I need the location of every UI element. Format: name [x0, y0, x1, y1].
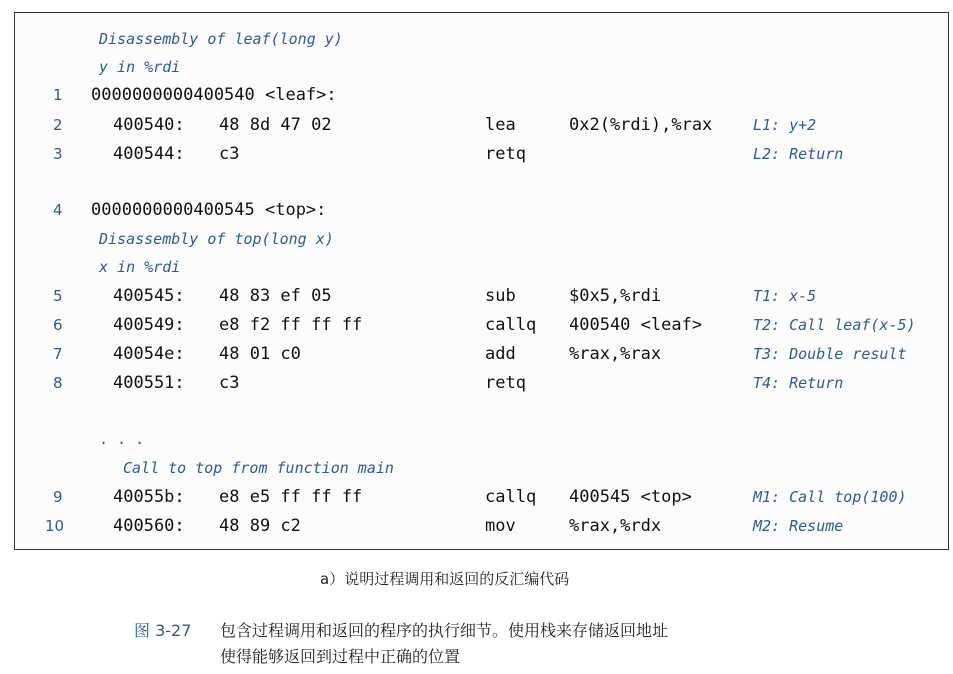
- comment-text: x in %rdi: [99, 258, 181, 276]
- figure-caption: [220, 618, 840, 670]
- operands: $0x5,%rdi: [569, 286, 662, 306]
- operands: 400545 <top>: [569, 487, 692, 507]
- operands: 400540 <leaf>: [569, 315, 703, 335]
- address: 400544:: [113, 144, 185, 164]
- operands: %rax,%rdx: [569, 516, 662, 536]
- operands: %rax,%rax: [569, 344, 662, 364]
- machine-bytes: 48 83 ef 05: [219, 286, 332, 306]
- opcode: sub: [485, 286, 516, 306]
- opcode: mov: [485, 516, 516, 536]
- annotation: L2: Return: [753, 145, 844, 163]
- address: 400560:: [113, 516, 185, 536]
- annotation: M1: Call top(100): [753, 488, 907, 506]
- operands: 0x2(%rdi),%rax: [569, 115, 713, 135]
- address: 40054e:: [113, 344, 185, 364]
- address: 400540:: [113, 115, 185, 135]
- annotation: T1: x-5: [753, 287, 817, 305]
- machine-bytes: 48 8d 47 02: [219, 115, 332, 135]
- subfigure-caption: a）说明过程调用和返回的反汇编代码: [320, 570, 570, 588]
- figure-caption-line: 使得能够返回到过程中正确的位置: [220, 647, 461, 666]
- machine-bytes: e8 f2 ff ff ff: [219, 315, 363, 335]
- line-number: 1: [53, 86, 63, 104]
- comment-text: Disassembly of leaf(long y): [99, 30, 343, 48]
- annotation: T2: Call leaf(x-5): [753, 316, 916, 334]
- function-header: 0000000000400545 <top>:: [91, 200, 327, 220]
- machine-bytes: c3: [219, 144, 240, 164]
- line-number: 6: [53, 316, 63, 334]
- opcode: add: [485, 344, 516, 364]
- ellipsis: . . .: [99, 430, 145, 448]
- figure-label: 图 3-27: [134, 621, 192, 640]
- machine-bytes: e8 e5 ff ff ff: [219, 487, 363, 507]
- machine-bytes: 48 89 c2: [219, 516, 301, 536]
- opcode: retq: [485, 144, 526, 164]
- annotation: T3: Double result: [753, 345, 907, 363]
- function-header: 0000000000400540 <leaf>:: [91, 85, 337, 105]
- line-number: 9: [53, 488, 63, 506]
- address: 400545:: [113, 286, 185, 306]
- line-number: 10: [45, 517, 65, 535]
- opcode: callq: [485, 487, 537, 507]
- annotation: L1: y+2: [753, 116, 817, 134]
- line-number: 5: [53, 287, 63, 305]
- comment-text: Disassembly of top(long x): [99, 230, 334, 248]
- line-number: 4: [53, 201, 63, 219]
- comment-text: Call to top from function main: [123, 459, 394, 477]
- line-number: 8: [53, 374, 63, 392]
- line-number: 7: [53, 345, 63, 363]
- machine-bytes: 48 01 c0: [219, 344, 301, 364]
- annotation: M2: Resume: [753, 517, 844, 535]
- code-listing-box: [14, 12, 949, 550]
- opcode: lea: [485, 115, 516, 135]
- machine-bytes: c3: [219, 373, 240, 393]
- comment-text: y in %rdi: [99, 58, 181, 76]
- address: 400549:: [113, 315, 185, 335]
- line-number: 3: [53, 145, 63, 163]
- address: 400551:: [113, 373, 185, 393]
- figure-caption-line: 包含过程调用和返回的程序的执行细节。使用栈来存储返回地址: [220, 621, 669, 640]
- line-number: 2: [53, 116, 63, 134]
- opcode: callq: [485, 315, 537, 335]
- annotation: T4: Return: [753, 374, 844, 392]
- opcode: retq: [485, 373, 526, 393]
- address: 40055b:: [113, 487, 185, 507]
